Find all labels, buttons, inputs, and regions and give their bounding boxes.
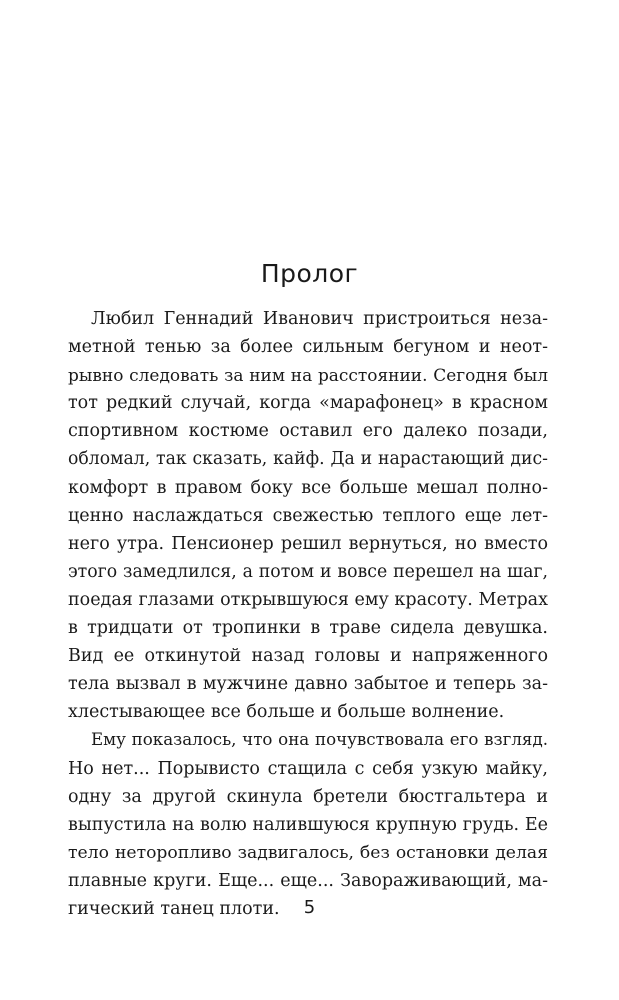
text-line: одну за другой скинула бретели бюстгальтера и [68,786,548,807]
paragraph [68,726,548,923]
text-line: гический танец плоти. [68,898,280,919]
text-line: рывно следовать за ним на расстоянии. Сегодня был [68,365,548,386]
chapter-body [68,305,548,923]
text-line: него утра. Пенсионер решил вернуться, но вместо [68,533,548,554]
paragraph [68,305,548,726]
chapter-title: Пролог [260,259,359,288]
text-line: поедая глазами открывшуюся ему красоту. Метрах [68,589,548,610]
text-line: тот редкий случай, когда «марафонец» в красном [68,393,548,414]
text-line: плавные круги. Еще... еще... Завораживающий, ма- [68,870,548,891]
text-line: Вид ее откинутой назад головы и напряженного [68,646,548,667]
text-line: спортивном костюме оставил его далеко позади, [68,421,548,442]
text-line: тела вызвал в мужчине давно забытое и теперь за- [68,674,548,695]
text-line: Но нет... Порывисто стащила с себя узкую майку, [68,758,548,779]
text-line: хлестывающее все больше и больше волнение. [68,702,505,723]
text-line: метной тенью за более сильным бегуном и неот- [68,337,548,358]
text-line: этого замедлился, а потом и вовсе перешел на шаг, [68,561,548,582]
text-line: выпустила на волю налившуюся крупную грудь. Ее [68,814,548,835]
text-line: Любил Геннадий Иванович пристроиться неза- [91,309,548,329]
text-line: Ему показалось, что она почувствовала его взгляд. [91,730,548,750]
page-number: 5 [303,897,316,918]
text-line: обломал, так сказать, кайф. Да и нарастающий дис- [68,449,548,470]
text-line: ценно наслаждаться свежестью теплого еще лет- [68,505,548,526]
text-line: комфорт в правом боку все больше мешал полно- [68,477,548,498]
text-line: тело неторопливо задвигалось, без остановки делая [68,842,548,863]
text-line: в тридцати от тропинки в траве сидела девушка. [68,618,548,639]
